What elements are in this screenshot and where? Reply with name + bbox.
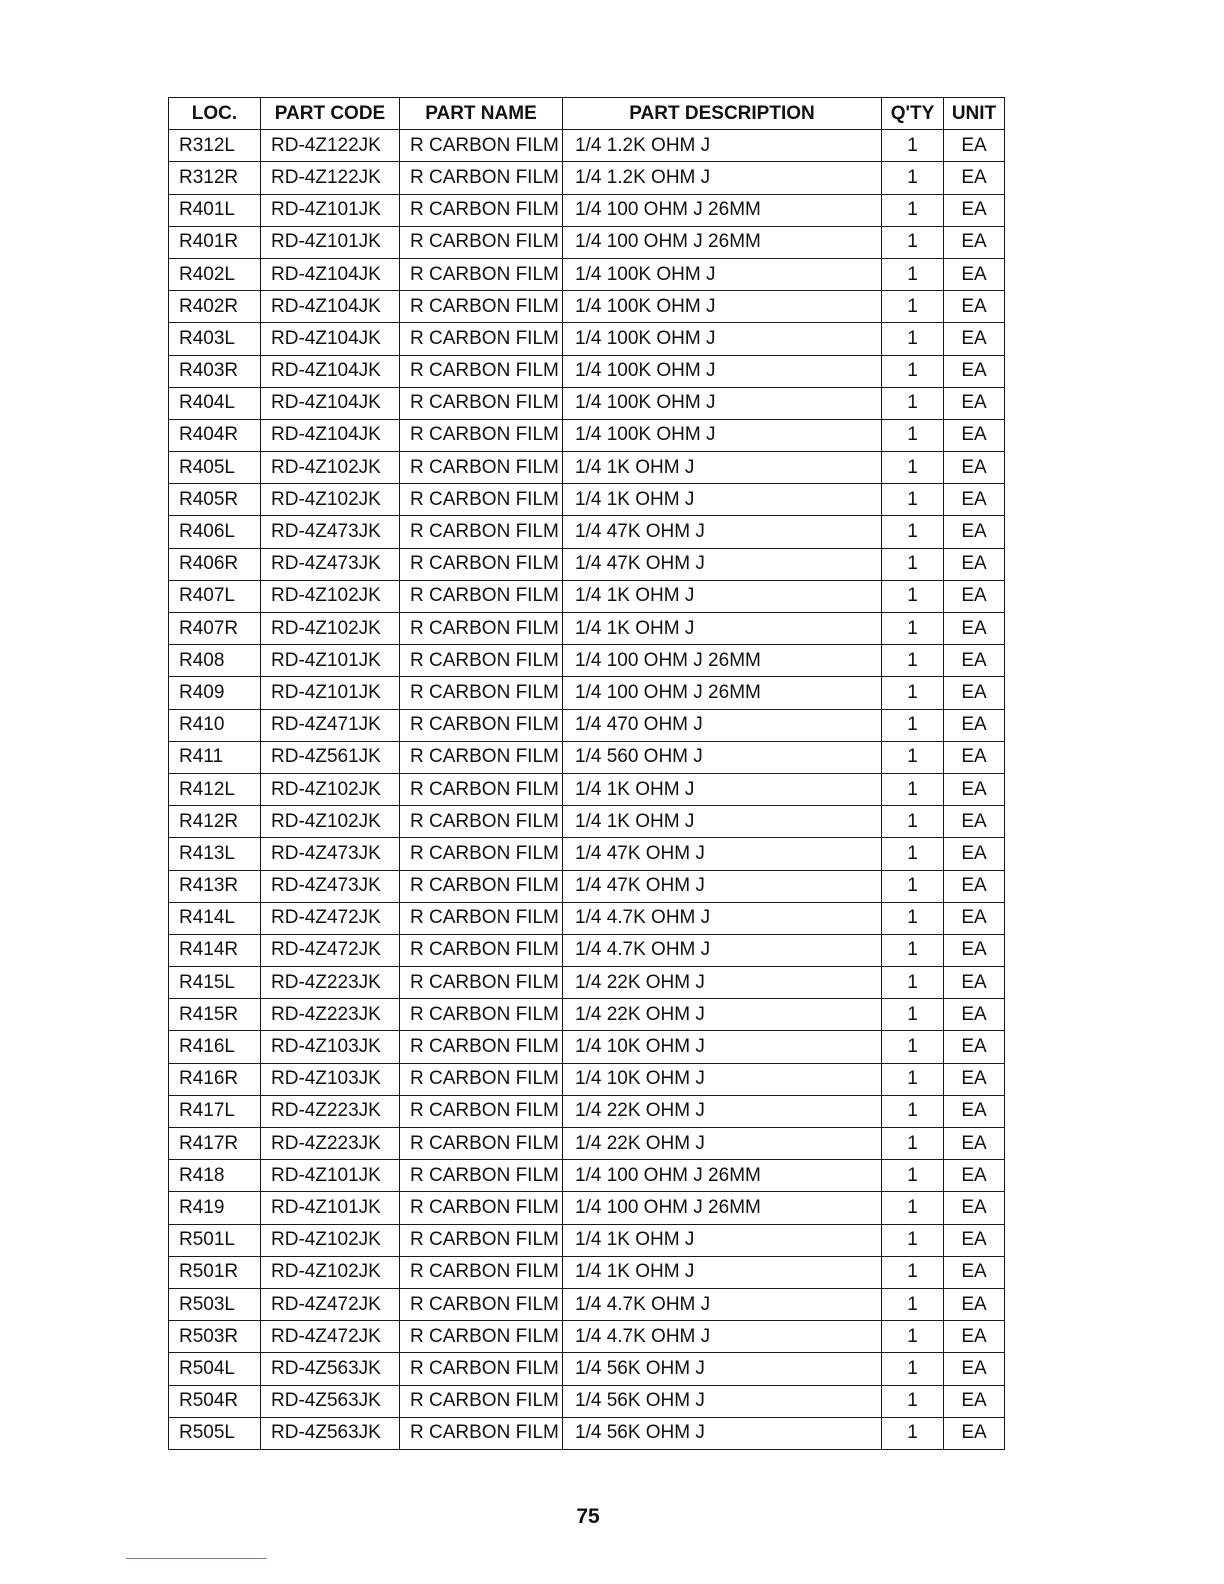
cell-unit: EA (944, 1031, 1005, 1063)
cell-loc: R504L (169, 1353, 261, 1385)
cell-part-code: RD-4Z472JK (261, 1288, 400, 1320)
cell-loc: R501R (169, 1256, 261, 1288)
cell-unit: EA (944, 773, 1005, 805)
table-row (169, 677, 1005, 709)
cell-loc: R419 (169, 1192, 261, 1224)
table-row (169, 1353, 1005, 1385)
cell-unit: EA (944, 162, 1005, 194)
cell-part-name: R CARBON FILM (400, 773, 563, 805)
cell-part-description: 1/4 47K OHM J (563, 516, 882, 548)
cell-part-name: R CARBON FILM (400, 548, 563, 580)
cell-part-code: RD-4Z102JK (261, 1224, 400, 1256)
cell-qty: 1 (882, 1256, 944, 1288)
cell-loc: R408 (169, 645, 261, 677)
cell-unit: EA (944, 194, 1005, 226)
cell-part-code: RD-4Z472JK (261, 902, 400, 934)
cell-qty: 1 (882, 902, 944, 934)
cell-loc: R417R (169, 1128, 261, 1160)
cell-loc: R411 (169, 741, 261, 773)
cell-unit: EA (944, 355, 1005, 387)
cell-unit: EA (944, 709, 1005, 741)
cell-unit: EA (944, 323, 1005, 355)
cell-part-description: 1/4 10K OHM J (563, 1031, 882, 1063)
cell-qty: 1 (882, 773, 944, 805)
table-row (169, 773, 1005, 805)
cell-loc: R405L (169, 452, 261, 484)
cell-part-description: 1/4 100 OHM J 26MM (563, 677, 882, 709)
table-row (169, 484, 1005, 516)
cell-loc: R401L (169, 194, 261, 226)
table-row (169, 548, 1005, 580)
cell-loc: R312L (169, 130, 261, 162)
cell-unit: EA (944, 999, 1005, 1031)
cell-part-name: R CARBON FILM (400, 291, 563, 323)
table-row (169, 194, 1005, 226)
cell-loc: R417L (169, 1095, 261, 1127)
cell-part-name: R CARBON FILM (400, 258, 563, 290)
cell-part-description: 1/4 1.2K OHM J (563, 130, 882, 162)
cell-unit: EA (944, 1192, 1005, 1224)
cell-part-name: R CARBON FILM (400, 645, 563, 677)
cell-part-description: 1/4 1K OHM J (563, 580, 882, 612)
cell-qty: 1 (882, 355, 944, 387)
cell-part-name: R CARBON FILM (400, 1224, 563, 1256)
cell-part-description: 1/4 100 OHM J 26MM (563, 645, 882, 677)
cell-part-description: 1/4 100K OHM J (563, 323, 882, 355)
cell-loc: R412L (169, 773, 261, 805)
cell-qty: 1 (882, 934, 944, 966)
cell-qty: 1 (882, 1417, 944, 1449)
table-row (169, 226, 1005, 258)
cell-qty: 1 (882, 1031, 944, 1063)
cell-qty: 1 (882, 709, 944, 741)
cell-part-name: R CARBON FILM (400, 162, 563, 194)
cell-qty: 1 (882, 838, 944, 870)
cell-unit: EA (944, 516, 1005, 548)
cell-part-description: 1/4 22K OHM J (563, 1128, 882, 1160)
cell-part-description: 1/4 1K OHM J (563, 452, 882, 484)
cell-qty: 1 (882, 1160, 944, 1192)
cell-qty: 1 (882, 1224, 944, 1256)
cell-loc: R413L (169, 838, 261, 870)
cell-loc: R403R (169, 355, 261, 387)
cell-part-code: RD-4Z104JK (261, 323, 400, 355)
cell-part-description: 1/4 1K OHM J (563, 773, 882, 805)
cell-qty: 1 (882, 967, 944, 999)
cell-part-code: RD-4Z101JK (261, 194, 400, 226)
cell-part-name: R CARBON FILM (400, 806, 563, 838)
cell-part-description: 1/4 56K OHM J (563, 1417, 882, 1449)
cell-loc: R414R (169, 934, 261, 966)
cell-part-description: 1/4 47K OHM J (563, 838, 882, 870)
cell-part-name: R CARBON FILM (400, 1095, 563, 1127)
cell-part-code: RD-4Z102JK (261, 580, 400, 612)
cell-part-name: R CARBON FILM (400, 194, 563, 226)
cell-unit: EA (944, 548, 1005, 580)
cell-unit: EA (944, 1288, 1005, 1320)
cell-unit: EA (944, 1417, 1005, 1449)
cell-part-code: RD-4Z473JK (261, 870, 400, 902)
cell-part-description: 1/4 100 OHM J 26MM (563, 1192, 882, 1224)
cell-loc: R407R (169, 613, 261, 645)
cell-part-code: RD-4Z104JK (261, 387, 400, 419)
cell-part-name: R CARBON FILM (400, 870, 563, 902)
table-row (169, 806, 1005, 838)
cell-qty: 1 (882, 162, 944, 194)
cell-unit: EA (944, 258, 1005, 290)
cell-loc: R402L (169, 258, 261, 290)
cell-qty: 1 (882, 645, 944, 677)
cell-part-name: R CARBON FILM (400, 1160, 563, 1192)
cell-part-code: RD-4Z104JK (261, 258, 400, 290)
table-row (169, 934, 1005, 966)
table-row (169, 1224, 1005, 1256)
cell-loc: R407L (169, 580, 261, 612)
cell-part-description: 1/4 1K OHM J (563, 1224, 882, 1256)
cell-unit: EA (944, 677, 1005, 709)
cell-part-description: 1/4 470 OHM J (563, 709, 882, 741)
cell-qty: 1 (882, 484, 944, 516)
cell-part-description: 1/4 100K OHM J (563, 355, 882, 387)
cell-part-description: 1/4 22K OHM J (563, 1095, 882, 1127)
cell-qty: 1 (882, 741, 944, 773)
cell-loc: R503R (169, 1321, 261, 1353)
cell-part-description: 1/4 100K OHM J (563, 387, 882, 419)
cell-part-description: 1/4 47K OHM J (563, 548, 882, 580)
cell-part-description: 1/4 1K OHM J (563, 806, 882, 838)
cell-part-description: 1/4 1K OHM J (563, 484, 882, 516)
table-row (169, 452, 1005, 484)
table-row (169, 967, 1005, 999)
table-row (169, 355, 1005, 387)
cell-loc: R501L (169, 1224, 261, 1256)
cell-part-description: 1/4 22K OHM J (563, 999, 882, 1031)
cell-qty: 1 (882, 1095, 944, 1127)
table-row (169, 1256, 1005, 1288)
cell-qty: 1 (882, 1192, 944, 1224)
cell-part-code: RD-4Z102JK (261, 484, 400, 516)
cell-unit: EA (944, 387, 1005, 419)
cell-part-description: 1/4 100 OHM J 26MM (563, 194, 882, 226)
table-row (169, 1385, 1005, 1417)
column-header-part-name: PART NAME (400, 98, 563, 130)
cell-part-name: R CARBON FILM (400, 355, 563, 387)
cell-part-name: R CARBON FILM (400, 613, 563, 645)
cell-unit: EA (944, 452, 1005, 484)
cell-part-name: R CARBON FILM (400, 1417, 563, 1449)
cell-part-description: 1/4 100 OHM J 26MM (563, 226, 882, 258)
cell-part-description: 1/4 56K OHM J (563, 1385, 882, 1417)
cell-unit: EA (944, 1128, 1005, 1160)
column-header-part-description: PART DESCRIPTION (563, 98, 882, 130)
table-row (169, 741, 1005, 773)
cell-part-name: R CARBON FILM (400, 1353, 563, 1385)
cell-unit: EA (944, 902, 1005, 934)
cell-part-code: RD-4Z101JK (261, 677, 400, 709)
cell-qty: 1 (882, 291, 944, 323)
cell-part-code: RD-4Z103JK (261, 1031, 400, 1063)
cell-unit: EA (944, 1256, 1005, 1288)
cell-loc: R406R (169, 548, 261, 580)
cell-part-name: R CARBON FILM (400, 1256, 563, 1288)
table-row (169, 709, 1005, 741)
cell-qty: 1 (882, 452, 944, 484)
cell-qty: 1 (882, 194, 944, 226)
cell-part-description: 1/4 100 OHM J 26MM (563, 1160, 882, 1192)
cell-part-name: R CARBON FILM (400, 1063, 563, 1095)
cell-part-code: RD-4Z101JK (261, 645, 400, 677)
cell-part-name: R CARBON FILM (400, 677, 563, 709)
table-row (169, 1160, 1005, 1192)
cell-part-code: RD-4Z471JK (261, 709, 400, 741)
column-header-loc: LOC. (169, 98, 261, 130)
cell-part-name: R CARBON FILM (400, 484, 563, 516)
cell-unit: EA (944, 484, 1005, 516)
cell-part-code: RD-4Z473JK (261, 548, 400, 580)
cell-loc: R401R (169, 226, 261, 258)
cell-loc: R412R (169, 806, 261, 838)
cell-qty: 1 (882, 999, 944, 1031)
cell-part-name: R CARBON FILM (400, 709, 563, 741)
cell-part-code: RD-4Z103JK (261, 1063, 400, 1095)
parts-list-table (168, 97, 1005, 1450)
table-row (169, 323, 1005, 355)
cell-unit: EA (944, 1160, 1005, 1192)
cell-qty: 1 (882, 1288, 944, 1320)
cell-unit: EA (944, 1385, 1005, 1417)
cell-part-name: R CARBON FILM (400, 902, 563, 934)
cell-unit: EA (944, 291, 1005, 323)
table-body (169, 130, 1005, 1450)
cell-loc: R504R (169, 1385, 261, 1417)
table-row (169, 902, 1005, 934)
cell-part-description: 1/4 4.7K OHM J (563, 1321, 882, 1353)
cell-part-description: 1/4 4.7K OHM J (563, 934, 882, 966)
cell-qty: 1 (882, 806, 944, 838)
cell-part-code: RD-4Z563JK (261, 1353, 400, 1385)
cell-qty: 1 (882, 677, 944, 709)
cell-part-description: 1/4 56K OHM J (563, 1353, 882, 1385)
cell-unit: EA (944, 419, 1005, 451)
cell-unit: EA (944, 580, 1005, 612)
cell-part-code: RD-4Z101JK (261, 1160, 400, 1192)
cell-unit: EA (944, 934, 1005, 966)
cell-part-name: R CARBON FILM (400, 1385, 563, 1417)
table-row (169, 1288, 1005, 1320)
cell-part-description: 1/4 22K OHM J (563, 967, 882, 999)
cell-part-description: 1/4 10K OHM J (563, 1063, 882, 1095)
cell-part-code: RD-4Z223JK (261, 1128, 400, 1160)
cell-part-code: RD-4Z223JK (261, 999, 400, 1031)
cell-unit: EA (944, 613, 1005, 645)
cell-qty: 1 (882, 1353, 944, 1385)
cell-part-code: RD-4Z104JK (261, 355, 400, 387)
table-row (169, 1321, 1005, 1353)
footnote-divider (126, 1558, 267, 1559)
table-row (169, 870, 1005, 902)
cell-loc: R404R (169, 419, 261, 451)
cell-loc: R415R (169, 999, 261, 1031)
cell-loc: R409 (169, 677, 261, 709)
cell-loc: R410 (169, 709, 261, 741)
cell-unit: EA (944, 967, 1005, 999)
table-row (169, 387, 1005, 419)
cell-part-description: 1/4 47K OHM J (563, 870, 882, 902)
cell-part-code: RD-4Z102JK (261, 613, 400, 645)
cell-loc: R505L (169, 1417, 261, 1449)
cell-qty: 1 (882, 258, 944, 290)
cell-unit: EA (944, 1321, 1005, 1353)
cell-unit: EA (944, 838, 1005, 870)
cell-part-description: 1/4 4.7K OHM J (563, 1288, 882, 1320)
cell-part-code: RD-4Z102JK (261, 452, 400, 484)
table-row (169, 258, 1005, 290)
cell-part-name: R CARBON FILM (400, 323, 563, 355)
cell-part-code: RD-4Z223JK (261, 967, 400, 999)
cell-unit: EA (944, 1224, 1005, 1256)
table-row (169, 162, 1005, 194)
table-row (169, 1095, 1005, 1127)
cell-unit: EA (944, 1063, 1005, 1095)
cell-part-name: R CARBON FILM (400, 999, 563, 1031)
table-row (169, 1192, 1005, 1224)
cell-loc: R418 (169, 1160, 261, 1192)
column-header-part-code: PART CODE (261, 98, 400, 130)
cell-part-code: RD-4Z101JK (261, 1192, 400, 1224)
cell-qty: 1 (882, 870, 944, 902)
table-row (169, 130, 1005, 162)
cell-part-code: RD-4Z122JK (261, 130, 400, 162)
cell-qty: 1 (882, 1063, 944, 1095)
cell-loc: R415L (169, 967, 261, 999)
cell-part-name: R CARBON FILM (400, 741, 563, 773)
cell-part-name: R CARBON FILM (400, 419, 563, 451)
cell-part-code: RD-4Z563JK (261, 1385, 400, 1417)
cell-part-description: 1/4 100K OHM J (563, 291, 882, 323)
cell-part-name: R CARBON FILM (400, 1321, 563, 1353)
page-number: 75 (576, 1505, 600, 1528)
cell-loc: R406L (169, 516, 261, 548)
cell-unit: EA (944, 806, 1005, 838)
cell-loc: R405R (169, 484, 261, 516)
table-row (169, 580, 1005, 612)
cell-unit: EA (944, 741, 1005, 773)
table-row (169, 1128, 1005, 1160)
cell-unit: EA (944, 226, 1005, 258)
cell-loc: R404L (169, 387, 261, 419)
cell-unit: EA (944, 1095, 1005, 1127)
cell-part-code: RD-4Z122JK (261, 162, 400, 194)
cell-part-name: R CARBON FILM (400, 1031, 563, 1063)
cell-qty: 1 (882, 1321, 944, 1353)
cell-part-description: 1/4 100K OHM J (563, 258, 882, 290)
cell-unit: EA (944, 1353, 1005, 1385)
cell-part-name: R CARBON FILM (400, 838, 563, 870)
cell-part-name: R CARBON FILM (400, 130, 563, 162)
cell-part-description: 1/4 4.7K OHM J (563, 902, 882, 934)
cell-part-description: 1/4 560 OHM J (563, 741, 882, 773)
cell-part-code: RD-4Z102JK (261, 1256, 400, 1288)
cell-qty: 1 (882, 1385, 944, 1417)
cell-part-code: RD-4Z102JK (261, 773, 400, 805)
table-row (169, 613, 1005, 645)
cell-loc: R503L (169, 1288, 261, 1320)
cell-loc: R416L (169, 1031, 261, 1063)
cell-loc: R414L (169, 902, 261, 934)
cell-part-name: R CARBON FILM (400, 967, 563, 999)
table-row (169, 291, 1005, 323)
cell-unit: EA (944, 645, 1005, 677)
cell-part-description: 1/4 1K OHM J (563, 1256, 882, 1288)
cell-qty: 1 (882, 226, 944, 258)
cell-qty: 1 (882, 419, 944, 451)
cell-part-code: RD-4Z561JK (261, 741, 400, 773)
cell-part-code: RD-4Z104JK (261, 419, 400, 451)
cell-part-code: RD-4Z472JK (261, 1321, 400, 1353)
cell-qty: 1 (882, 1128, 944, 1160)
cell-part-name: R CARBON FILM (400, 1128, 563, 1160)
cell-loc: R413R (169, 870, 261, 902)
cell-qty: 1 (882, 613, 944, 645)
cell-part-code: RD-4Z473JK (261, 838, 400, 870)
cell-part-name: R CARBON FILM (400, 516, 563, 548)
table-row (169, 1031, 1005, 1063)
cell-unit: EA (944, 130, 1005, 162)
table-row (169, 419, 1005, 451)
cell-qty: 1 (882, 548, 944, 580)
column-header-unit: UNIT (944, 98, 1005, 130)
table-row (169, 645, 1005, 677)
table-row (169, 999, 1005, 1031)
cell-loc: R403L (169, 323, 261, 355)
table-row (169, 1063, 1005, 1095)
table-row (169, 838, 1005, 870)
cell-part-name: R CARBON FILM (400, 1288, 563, 1320)
cell-part-code: RD-4Z102JK (261, 806, 400, 838)
cell-part-code: RD-4Z473JK (261, 516, 400, 548)
cell-part-name: R CARBON FILM (400, 387, 563, 419)
cell-part-description: 1/4 1.2K OHM J (563, 162, 882, 194)
cell-loc: R402R (169, 291, 261, 323)
cell-part-description: 1/4 1K OHM J (563, 613, 882, 645)
cell-part-name: R CARBON FILM (400, 934, 563, 966)
cell-part-name: R CARBON FILM (400, 226, 563, 258)
cell-part-code: RD-4Z104JK (261, 291, 400, 323)
cell-loc: R416R (169, 1063, 261, 1095)
cell-loc: R312R (169, 162, 261, 194)
cell-part-code: RD-4Z563JK (261, 1417, 400, 1449)
cell-part-code: RD-4Z101JK (261, 226, 400, 258)
table-header-row (169, 98, 1005, 130)
cell-part-description: 1/4 100K OHM J (563, 419, 882, 451)
cell-qty: 1 (882, 516, 944, 548)
cell-part-name: R CARBON FILM (400, 580, 563, 612)
cell-qty: 1 (882, 130, 944, 162)
table-row (169, 516, 1005, 548)
cell-qty: 1 (882, 387, 944, 419)
table-row (169, 1417, 1005, 1449)
cell-part-code: RD-4Z472JK (261, 934, 400, 966)
cell-qty: 1 (882, 580, 944, 612)
cell-qty: 1 (882, 323, 944, 355)
column-header-qty: Q'TY (882, 98, 944, 130)
cell-unit: EA (944, 870, 1005, 902)
cell-part-name: R CARBON FILM (400, 1192, 563, 1224)
cell-part-code: RD-4Z223JK (261, 1095, 400, 1127)
cell-part-name: R CARBON FILM (400, 452, 563, 484)
